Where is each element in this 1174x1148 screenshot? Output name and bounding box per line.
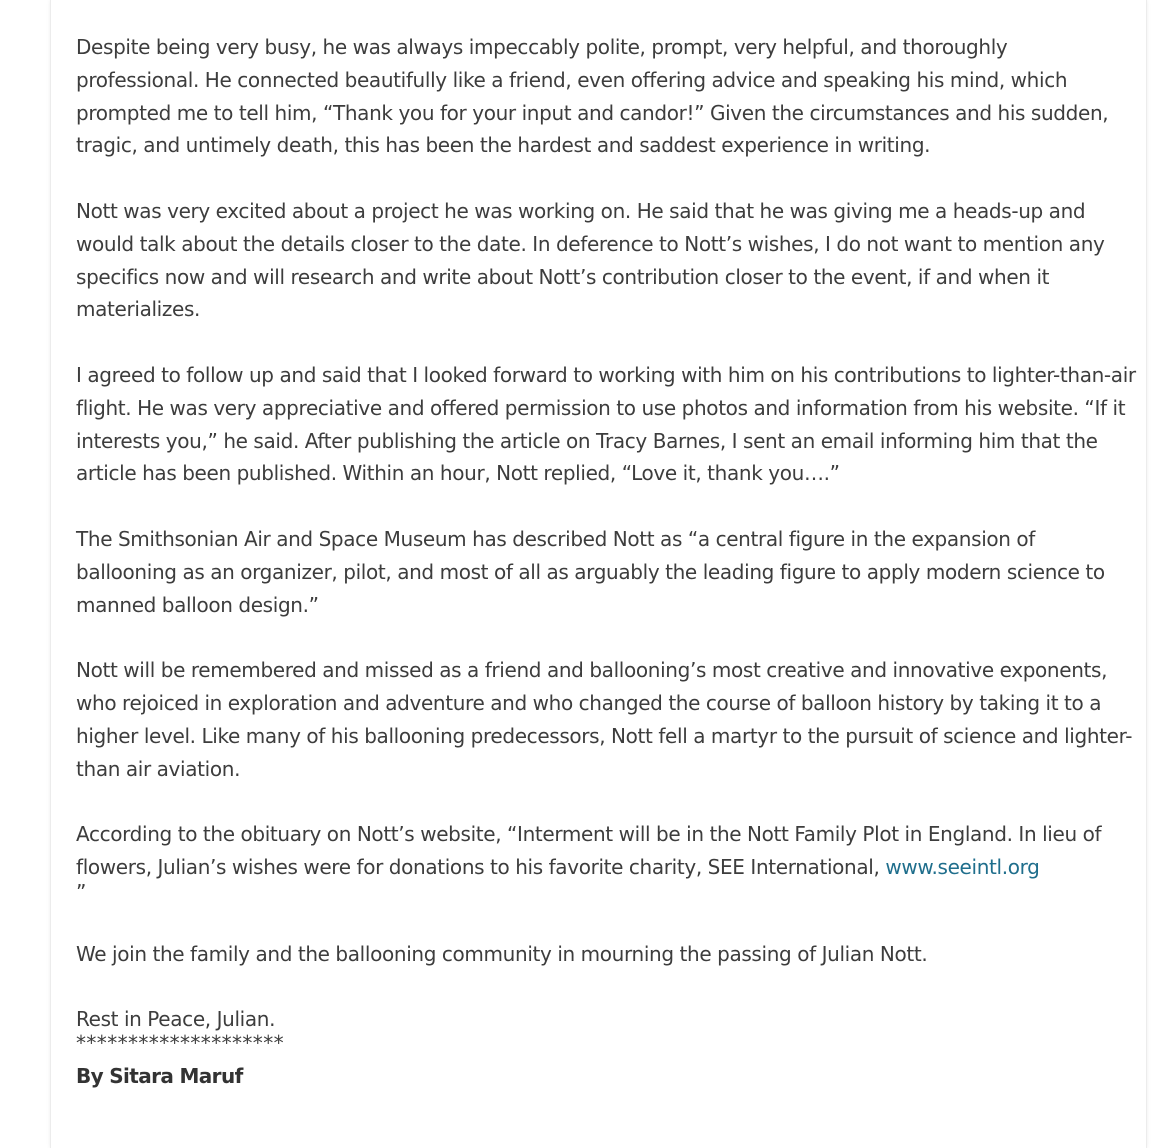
paragraph-smithsonian: The Smithsonian Air and Space Museum has described Nott as “a central figure in the expansion of ballooning as an organizer, pilot, and most of all as arguably the leading figure to apply modern science to manned balloon design.” — [76, 526, 1105, 617]
paragraph-mourning: We join the family and the ballooning community in mourning the passing of Julian Nott. — [76, 941, 928, 966]
author-byline: By Sitara Maruf — [76, 1063, 243, 1088]
article-body — [76, 31, 1136, 1126]
paragraph-remembrance: Nott will be remembered and missed as a friend and ballooning’s most creative and innovative exponents, who rejoiced in exploration and adventure and who changed the course of balloon history by taking it to a higher level. Like many of his ballooning predecessors, Nott fell a martyr to the pursuit of science and lighter-than air aviation. — [76, 658, 1133, 781]
paragraph-follow-up: I agreed to follow up and said that I looked forward to working with him on his contributions to lighter-than-air flight. He was very appreciative and offered permission to use photos and information from his website. “If it interests you,” he said. After publishing the article on Tracy Barnes, I sent an email informing him that the article has been published. Within an hour, Nott replied, “Love it, thank you….” — [76, 362, 1136, 486]
closing-block — [76, 1003, 1136, 1093]
obituary-quote-close: ” — [76, 879, 87, 904]
paragraph-professionalism: Despite being very busy, he was always impeccably polite, prompt, very helpful, and thoroughly professional. He connected beautifully like a friend, even offering advice and speaking his mind, which prompted me to tell him, “Thank you for your input and candor!” Given the circumstances and his sudden, tragic, and untimely death, this has been the hardest and saddest experience in writing. — [76, 35, 1109, 158]
closing-line: Rest in Peace, Julian. — [76, 1007, 276, 1032]
seeintl-link[interactable]: www.seeintl.org — [885, 854, 1040, 879]
paragraph-obituary — [76, 818, 1136, 905]
obituary-text: According to the obituary on Nott’s website, “Interment will be in the Nott Family Plot in England. In lieu of flowers, Julian’s wishes were for donations to his favorite charity, SEE International, — [76, 822, 1102, 879]
paragraph-project: Nott was very excited about a project he was working on. He said that he was giving me a heads-up and would talk about the details closer to the date. In deference to Nott’s wishes, I do not want to mention any specifics now and will research and write about Nott’s contribution closer to the event, if and when it materializes. — [76, 198, 1105, 322]
separator-stars: ******************** — [76, 1030, 284, 1055]
article-card — [50, 0, 1147, 1148]
